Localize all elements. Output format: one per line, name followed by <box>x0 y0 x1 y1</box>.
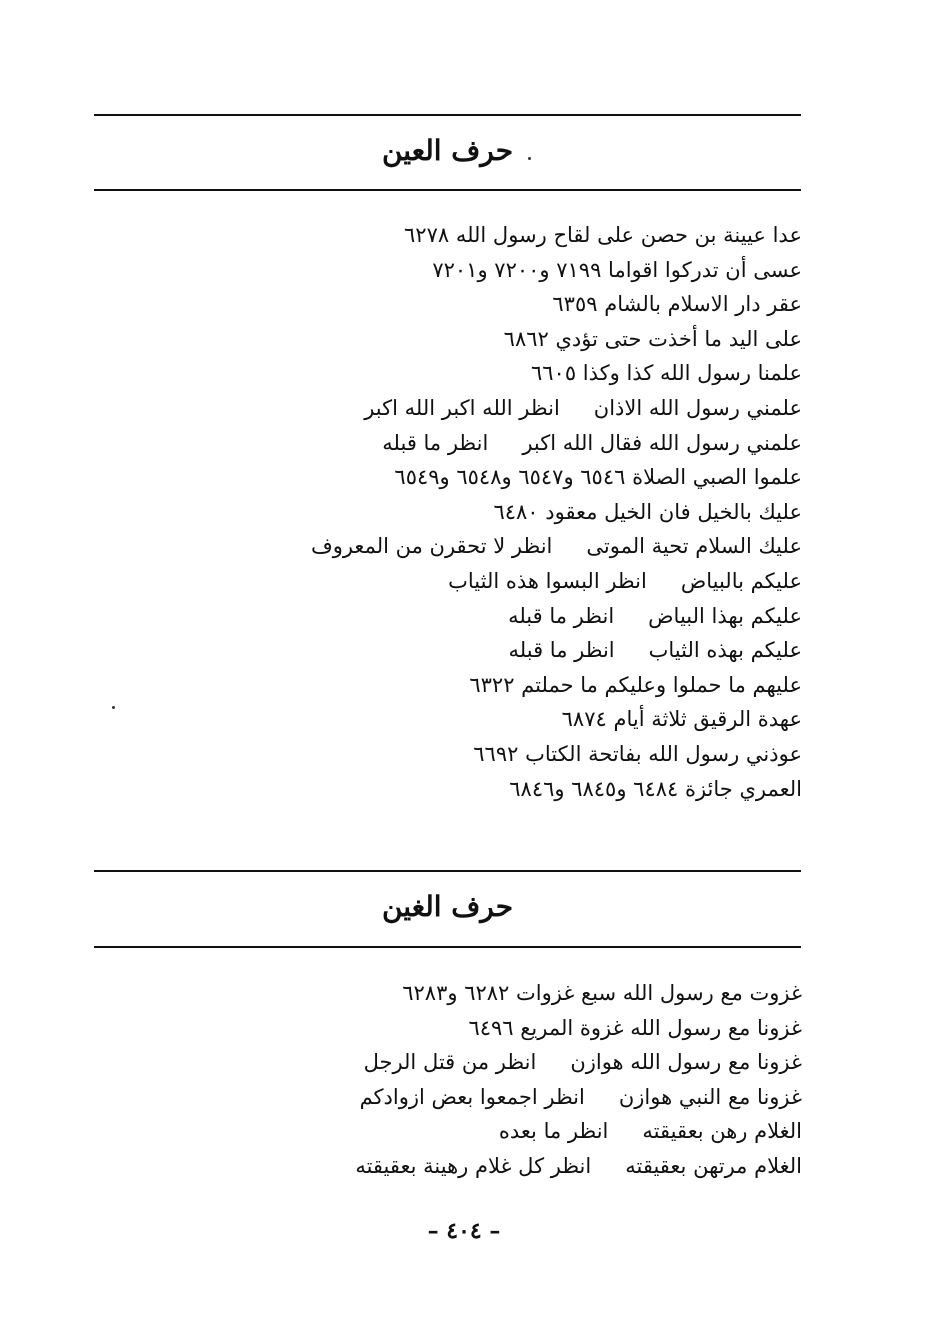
index-entry <box>242 322 802 357</box>
section-ain-entries <box>242 218 802 806</box>
index-entry <box>242 564 802 599</box>
index-entry <box>242 976 802 1011</box>
entry-cross-reference: انظر الله اكبر الله اكبر <box>364 395 560 420</box>
entry-text: عليك السلام تحية الموتى <box>586 534 802 559</box>
entry-text: عليكم بهذه الثياب <box>648 638 802 663</box>
entry-text: عليك بالخيل فان الخيل معقود ٦٤٨٠ <box>493 499 802 524</box>
entry-cross-reference: انظر ما قبله <box>508 603 615 628</box>
entry-text: العمري جائزة ٦٤٨٤ و٦٨٤٥ و٦٨٤٦ <box>509 776 802 801</box>
entry-text: عسى أن تدركوا اقواما ٧١٩٩ و٧٢٠٠ و٧٢٠١ <box>432 257 802 282</box>
entry-text: على اليد ما أخذت حتى تؤدي ٦٨٦٢ <box>503 326 802 351</box>
entry-text: عليهم ما حملوا وعليكم ما حملتم ٦٣٢٢ <box>469 672 802 697</box>
entry-text: غزونا مع رسول الله هوازن <box>570 1050 802 1075</box>
index-entry <box>242 599 802 634</box>
entry-text: عليكم بهذا البياض <box>648 603 802 628</box>
section-ghain-title: حرف الغين <box>381 890 514 923</box>
index-entry <box>242 391 802 426</box>
entry-cross-reference: انظر ما قبله <box>382 430 489 455</box>
entry-cross-reference: انظر لا تحقرن من المعروف <box>310 534 553 559</box>
index-entry <box>242 529 802 564</box>
entry-text: الغلام مرتهن بعقيقته <box>625 1153 802 1178</box>
index-entry <box>242 1149 802 1184</box>
index-entry <box>242 1011 802 1046</box>
index-entry <box>242 426 802 461</box>
index-entry <box>242 633 802 668</box>
index-entry <box>242 1045 802 1080</box>
entry-text: علموا الصبي الصلاة ٦٥٤٦ و٦٥٤٧ و٦٥٤٨ و٦٥٤٩ <box>394 465 802 490</box>
scan-speck <box>112 706 115 709</box>
scan-speck <box>528 157 531 160</box>
entry-text: الغلام رهن بعقيقته <box>642 1119 802 1144</box>
section-ghain-top-rule <box>94 870 801 872</box>
section-ghain-entries <box>242 976 802 1184</box>
entry-text: عهدة الرقيق ثلاثة أيام ٦٨٧٤ <box>561 707 802 732</box>
entry-cross-reference: انظر البسوا هذه الثياب <box>448 568 647 593</box>
entry-cross-reference: انظر من قتل الرجل <box>363 1050 537 1075</box>
entry-text: عوذني رسول الله بفاتحة الكتاب ٦٦٩٢ <box>473 741 802 766</box>
index-entry <box>242 1080 802 1115</box>
index-entry <box>242 702 802 737</box>
entry-cross-reference: انظر كل غلام رهينة بعقيقته <box>355 1153 592 1178</box>
entry-text: غزونا مع رسول الله غزوة المريع ٦٤٩٦ <box>468 1015 802 1040</box>
index-entry <box>242 495 802 530</box>
entry-text: عدا عيينة بن حصن على لقاح رسول الله ٦٢٧٨ <box>404 223 802 247</box>
section-ain-top-rule <box>94 114 801 116</box>
entry-cross-reference: انظر ما بعده <box>498 1119 609 1144</box>
section-ain-bottom-rule <box>94 189 801 191</box>
entry-text: غزونا مع النبي هوازن <box>618 1084 802 1109</box>
entry-text: عقر دار الاسلام بالشام ٦٣٥٩ <box>552 292 802 317</box>
index-entry <box>242 460 802 495</box>
index-entry <box>242 772 802 807</box>
index-entry <box>242 287 802 322</box>
index-entry <box>242 1114 802 1149</box>
section-ain-title: حرف العين <box>381 134 514 167</box>
entry-text: عليكم بالبياض <box>680 568 802 593</box>
index-entry <box>242 218 802 253</box>
index-entry <box>242 253 802 288</box>
entry-text: علمني رسول الله فقال الله اكبر <box>522 430 802 455</box>
entry-text: علمنا رسول الله كذا وكذا ٦٦٠٥ <box>531 361 802 386</box>
entry-text: علمني رسول الله الاذان <box>593 395 802 420</box>
section-ghain-bottom-rule <box>94 946 801 948</box>
index-entry <box>242 356 802 391</box>
index-entry <box>242 737 802 772</box>
index-entry <box>242 668 802 703</box>
entry-cross-reference: انظر اجمعوا بعض ازوادكم <box>359 1084 585 1109</box>
entry-cross-reference: انظر ما قبله <box>508 638 615 663</box>
entry-text: غزوت مع رسول الله سبع غزوات ٦٢٨٢ و٦٢٨٣ <box>402 981 802 1005</box>
page-number: – ٤٠٤ – <box>427 1218 501 1244</box>
